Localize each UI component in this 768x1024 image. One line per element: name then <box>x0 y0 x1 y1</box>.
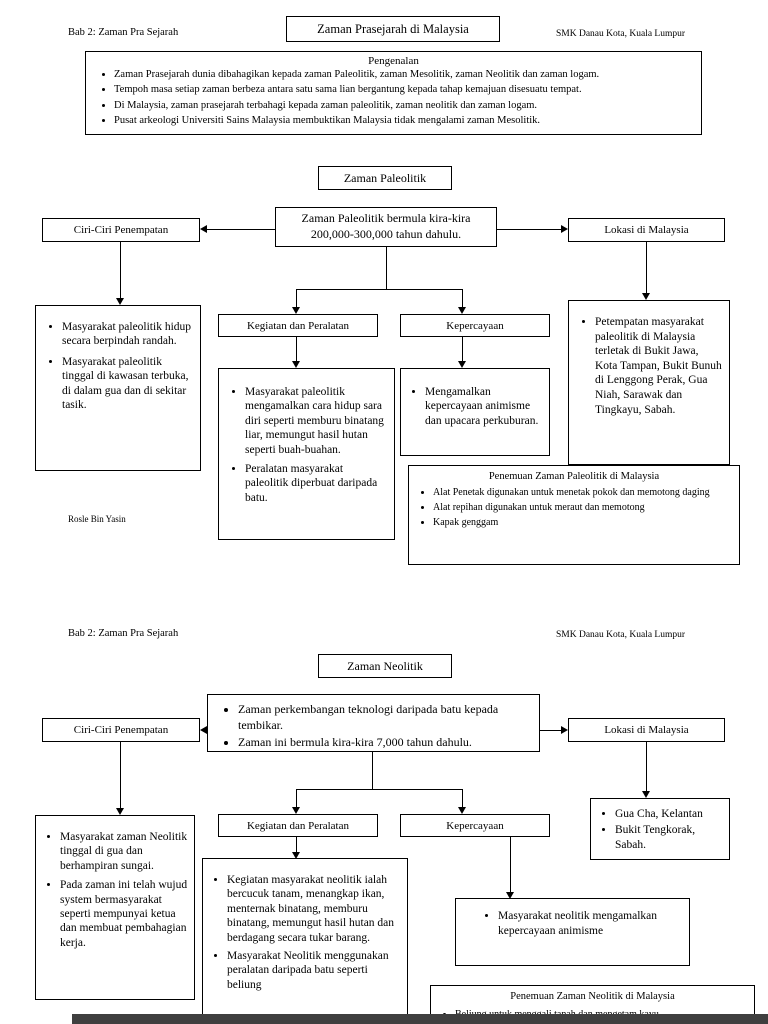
arrowhead-down <box>458 807 466 814</box>
list-item: • Kapak genggam <box>433 516 739 529</box>
connector-line <box>646 242 647 293</box>
paleolitik-kegiatan-header: Kegiatan dan Peralatan <box>218 314 378 337</box>
arrowhead-down <box>642 791 650 798</box>
page1-main-title-box: Zaman Prasejarah di Malaysia <box>286 16 500 42</box>
connector-line <box>462 289 463 307</box>
connector-line <box>296 337 297 361</box>
neolitik-kegiatan-header: Kegiatan dan Peralatan <box>218 814 378 837</box>
arrowhead-down <box>116 808 124 815</box>
page2-header-left: Bab 2: Zaman Pra Sejarah <box>68 628 179 639</box>
kegiatan-list <box>229 385 386 505</box>
arrowhead-left <box>200 726 207 734</box>
arrowhead-down <box>292 307 300 314</box>
list-item: • Bukit Tengkorak, Sabah. <box>615 823 725 852</box>
arrowhead-down <box>458 307 466 314</box>
paleolitik-ciri-content <box>35 305 201 471</box>
list-item: • Masyarakat zaman Neolitik tinggal di gua dan berhampiran sungai. <box>60 830 188 873</box>
connector-line <box>497 229 561 230</box>
neolitik-central-box <box>207 694 540 752</box>
pengenalan-box <box>85 51 702 135</box>
list-item: • Masyarakat paleolitik mengamalkan cara hidup sara diri seperti memburu binatang liar, memungut hasil hutan seperti buah-buahan. <box>245 385 386 457</box>
neolitik-lokasi-header: Lokasi di Malaysia <box>568 718 725 742</box>
connector-line <box>120 742 121 808</box>
page-edge-bar <box>72 1014 768 1024</box>
neolitik-kepercayaan-content <box>455 898 690 966</box>
connector-line <box>510 837 511 892</box>
arrowhead-right <box>561 225 568 233</box>
kepercayaan-list <box>409 385 543 428</box>
list-item: • Alat Penetak digunakan untuk menetak pokok dan memotong daging <box>433 486 739 499</box>
paleolitik-kegiatan-content <box>218 368 395 540</box>
arrowhead-down <box>458 361 466 368</box>
paleolitik-kepercayaan-header: Kepercayaan <box>400 314 550 337</box>
paleolitik-section-title: Zaman Paleolitik <box>318 166 452 190</box>
connector-line <box>296 789 297 807</box>
connector-line <box>207 229 275 230</box>
list-item: • Pusat arkeologi Universiti Sains Malaysia membuktikan Malaysia tidak mengalami zaman Mesolitik. <box>114 114 701 127</box>
neolitik-section-title: Zaman Neolitik <box>318 654 452 678</box>
page1-header-right: SMK Danau Kota, Kuala Lumpur <box>556 29 686 39</box>
connector-line <box>296 789 463 790</box>
connector-line <box>372 752 373 789</box>
list-item: • Tempoh masa setiap zaman berbeza antara satu sama lian bergantung kepada tahap kemajuan disesuatu tempat. <box>114 83 701 96</box>
pengenalan-title: Pengenalan <box>368 55 419 67</box>
paleolitik-kepercayaan-content <box>400 368 550 456</box>
arrowhead-right <box>561 726 568 734</box>
list-item: • Kegiatan masyarakat neolitik ialah bercucuk tanam, menangkap ikan, menternak binatang, memburu binatang, memungut hasil hutan dan berdagang secara tukar barang. <box>227 873 399 945</box>
connector-line <box>646 742 647 791</box>
neolitik-central-list <box>216 702 531 751</box>
page1-header-left: Bab 2: Zaman Pra Sejarah <box>68 27 179 38</box>
penemuan-list <box>409 486 739 529</box>
arrowhead-down <box>116 298 124 305</box>
list-item: • Mengamalkan kepercayaan animisme dan upacara perkuburan. <box>425 385 543 428</box>
neolitik-kegiatan-content <box>202 858 408 1024</box>
lokasi-list <box>579 315 723 417</box>
list-item: • Zaman ini bermula kira-kira 7,000 tahun dahulu. <box>238 735 531 751</box>
paleolitik-lokasi-content <box>568 300 730 465</box>
arrowhead-down <box>292 807 300 814</box>
connector-line <box>296 289 297 307</box>
connector-line <box>296 289 463 290</box>
arrowhead-down <box>642 293 650 300</box>
page1-footer-author: Rosle Bin Yasin <box>68 514 126 524</box>
neolitik-kepercayaan-header: Kepercayaan <box>400 814 550 837</box>
kepercayaan-list <box>482 909 658 939</box>
connector-line <box>462 789 463 807</box>
list-item: • Gua Cha, Kelantan <box>615 807 725 821</box>
neolitik-lokasi-content <box>590 798 730 860</box>
list-item: • Masyarakat Neolitik menggunakan peralatan daripada batu seperti beliung <box>227 949 399 992</box>
pengenalan-list <box>86 68 701 128</box>
list-item: • Masyarakat paleolitik tinggal di kawasan terbuka, di dalam gua dan di sekitar tasik. <box>62 355 192 413</box>
connector-line <box>296 837 297 852</box>
list-item: • Alat repihan digunakan untuk meraut dan memotong <box>433 501 739 514</box>
neolitik-ciri-content <box>35 815 195 1000</box>
page2-header-right: SMK Danau Kota, Kuala Lumpur <box>556 630 686 640</box>
arrowhead-down <box>292 361 300 368</box>
list-item: • Zaman perkembangan teknologi daripada batu kepada tembikar. <box>238 702 531 733</box>
ciri-list <box>44 320 192 412</box>
paleolitik-central-box: Zaman Paleolitik bermula kira-kira 200,000-300,000 tahun dahulu. <box>275 207 497 247</box>
list-item: • Masyarakat paleolitik hidup secara berpindah randah. <box>62 320 192 349</box>
paleolitik-lokasi-header: Lokasi di Malaysia <box>568 218 725 242</box>
penemuan-title: Penemuan Zaman Neolitik di Malaysia <box>510 991 675 1002</box>
paleolitik-penemuan-box <box>408 465 740 565</box>
list-item: • Peralatan masyarakat paleolitik diperbuat daripada batu. <box>245 462 386 505</box>
paleolitik-ciri-header: Ciri-Ciri Penempatan <box>42 218 200 242</box>
connector-line <box>386 247 387 289</box>
arrowhead-left <box>200 225 207 233</box>
connector-line <box>120 242 121 298</box>
list-item: • Masyarakat neolitik mengamalkan kepercayaan animisme <box>498 909 658 939</box>
ciri-list <box>44 830 188 950</box>
list-item: • Zaman Prasejarah dunia dibahagikan kepada zaman Paleolitik, zaman Mesolitik, zaman Neolitik dan zaman logam. <box>114 68 701 81</box>
lokasi-list <box>599 807 725 852</box>
penemuan-title: Penemuan Zaman Paleolitik di Malaysia <box>488 471 660 482</box>
list-item: • Pada zaman ini telah wujud system bermasyarakat seperti mempunyai ketua dan membuat pembahagian kerja. <box>60 878 188 950</box>
kegiatan-list <box>211 873 399 992</box>
list-item: • Petempatan masyarakat paleolitik di Malaysia terletak di Bukit Jawa, Kota Tampan, Bukit Bunuh di Lenggong Perak, Gua Niah, Sarawak dan Tingkayu, Sabah. <box>595 315 723 417</box>
connector-line <box>540 730 561 731</box>
list-item: • Di Malaysia, zaman prasejarah terbahagi kepada zaman paleolitik, zaman neolitik dan zaman logam. <box>114 99 701 112</box>
neolitik-ciri-header: Ciri-Ciri Penempatan <box>42 718 200 742</box>
connector-line <box>462 337 463 361</box>
